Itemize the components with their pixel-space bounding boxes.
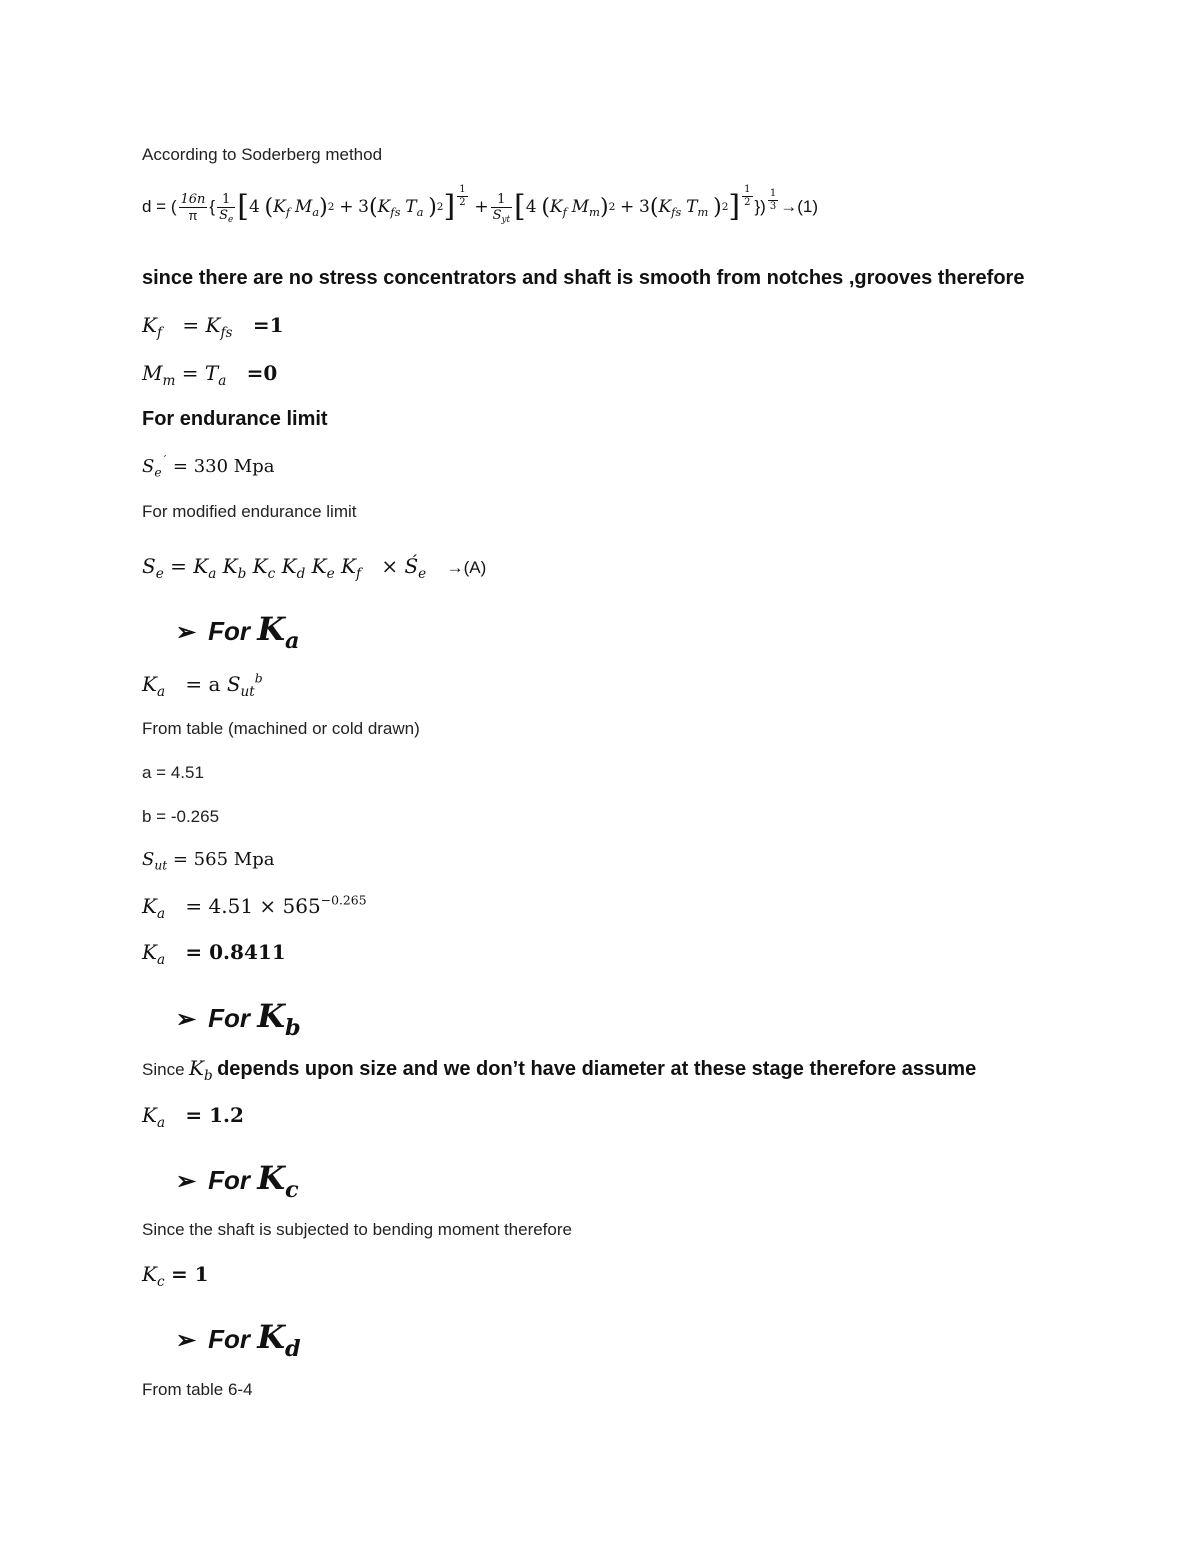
soderberg-formula: d = ( $\frac{16n}{\pi}$ { $\frac{1}{S_e}$ [ 4 ( $K_f$ $M_a$ ) 2 + 3 ( $K_{fs}$ $T_a$ ) 2 ] $\frac{1}{2}$ + $\frac{1}{S_{yt}}$ [ 4 ( $K_f$ $M_m$ ) 2 + 3 ( $K_{fs}$ $T_m$ ) 2 ] $\frac{1}{2}$ }) $\frac{1}{3}$ →(1) [142, 183, 818, 225]
heading-for-kb: ➢ For $K_b$ [176, 997, 301, 1041]
kc-explanation: Since the shaft is subjected to bending moment therefore [142, 1220, 572, 1239]
endurance-heading: For endurance limit [142, 408, 328, 430]
heading-for-ka: ➢ For $K_a$ [176, 610, 300, 654]
heading-for-kd: ➢ For $K_d$ [176, 1318, 301, 1362]
frac-16n-pi: $\frac{16n}{\pi}$ [180, 191, 206, 223]
intro-text: According to Soderberg method [142, 145, 383, 164]
modified-heading: For modified endurance limit [142, 502, 357, 521]
mm-equation: $M_m = T_a =0$ [142, 361, 278, 389]
formula-ref: →(1) [780, 197, 818, 216]
arrow-bullet-icon: ➢ [176, 619, 197, 646]
exp-half-2: $\frac{1}{2}$ [744, 183, 751, 208]
sut-line: $S_{ut} = 565$ Mpa [142, 849, 275, 873]
frac-1-syt: $\frac{1}{S_{yt}}$ [492, 191, 511, 225]
se-prime-line: $S_e^´ = 330$ Mpa [142, 454, 275, 480]
arrow-bullet-icon: ➢ [176, 1327, 197, 1354]
kc-value: $K_c = 1$ [142, 1262, 209, 1290]
from-table-text: From table (machined or cold drawn) [142, 719, 420, 738]
exp-half-1: $\frac{1}{2}$ [459, 183, 466, 208]
ka-definition: $K_a = a$ $S_{ut}^b$ [142, 670, 263, 700]
arrow-bullet-icon: ➢ [176, 1006, 197, 1033]
exp-third: $\frac{1}{3}$ [769, 187, 777, 212]
arrow-bullet-icon: ➢ [176, 1168, 197, 1195]
a-value: a = 4.51 [142, 763, 204, 782]
kb-assumption: $K_a = 1.2$ [142, 1103, 244, 1131]
heading-for-kc: ➢ For $K_c$ [176, 1159, 299, 1203]
ka-calculation: $K_a = 4.51 \times 565^{-0.265}$ [142, 892, 367, 922]
since-no-stress-text: since there are no stress concentrators and shaft is smooth from notches ,grooves therefore [142, 267, 1025, 289]
kf-equation: $K_f = K_{fs} =1$ [142, 313, 284, 341]
kb-explanation: Since $K_b$ depends upon size and we don’t have diameter at these stage therefore assume [142, 1056, 977, 1084]
se-equation: $S_e = K_a$ $K_b$ $K_c$ $K_d$ $K_e$ $K_f$ × $Ś_e \to(A)$ [142, 554, 487, 582]
ka-result: $K_a = 0.8411$ [142, 940, 286, 968]
b-value: b = -0.265 [142, 807, 220, 826]
formula-lhs: d = ( [142, 197, 177, 216]
frac-1-se: $\frac{1}{S_e}$ [219, 191, 234, 225]
kd-table-reference: From table 6-4 [142, 1380, 253, 1399]
